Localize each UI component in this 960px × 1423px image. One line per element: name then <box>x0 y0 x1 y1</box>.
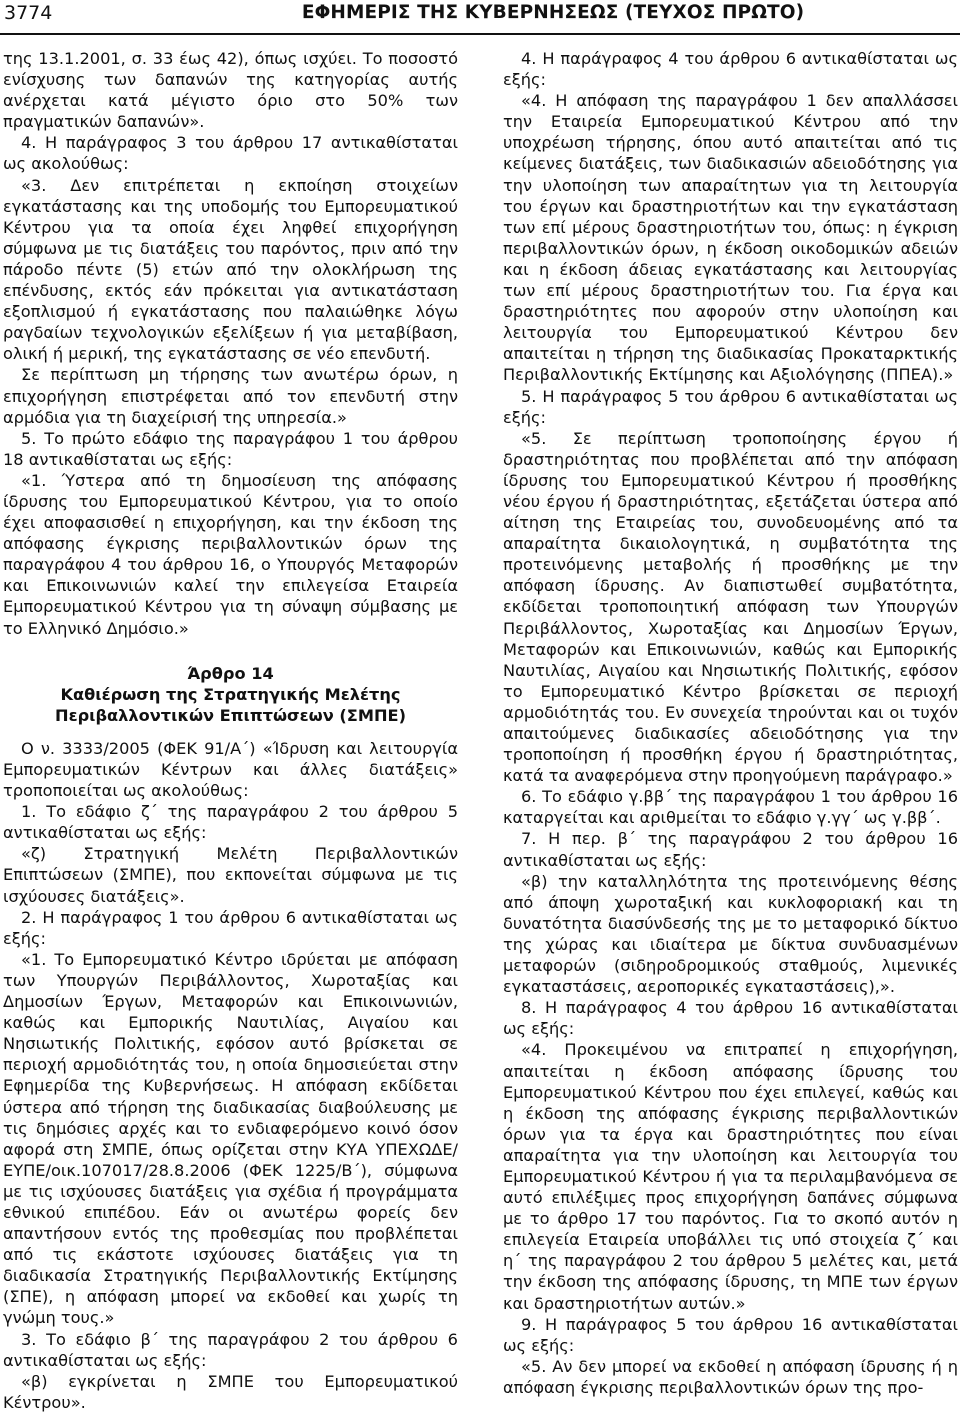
header-rule <box>0 33 960 35</box>
paragraph: «3. Δεν επιτρέπεται η εκποίηση στοιχείων εγκατάστασης και της υποδομής του Εμπορευματικού Κέντρου για τα οποία έχει ληφθεί επιχορήγηση σύμφωνα με τις διατάξεις του παρόντος, πριν από την πάροδο πέντε (5) ετών από την ολοκλήρωση της επένδυσης, εκτός εάν πρόκειται για αντικατάσταση εξοπλισμού ή εγκατάστασης που παλαιώθηκε λόγω ραγδαίων τεχνολογικών εξελίξεων ή για μεταβίβαση, ολική ή μερική, της εγκατάστασης σε νέο επενδυτή. <box>3 175 458 364</box>
paragraph: «1. Ύστερα από τη δημοσίευση της απόφασης ίδρυσης του Εμπορευματικού Κέντρου, για το οποίο έχει αποφασισθεί η επιχορήγηση, και την έκδοση της απόφασης έγκρισης περιβαλλοντικών όρων της παραγράφου 4 του άρθρου 16, ο Υπουργός Μεταφορών και Επικοινωνιών καλεί την επιλεγείσα Εταιρεία Εμπορευματικού Κέντρου για τη σύναψη σύμβασης με το Ελληνικό Δημόσιο.» <box>3 470 458 638</box>
left-column <box>3 48 458 1413</box>
paragraph: «5. Αν δεν μπορεί να εκδοθεί η απόφαση ίδρυσης ή η απόφαση έγκρισης περιβαλλοντικών όρων της προ- <box>503 1356 958 1397</box>
page-header <box>0 0 960 34</box>
paragraph: «1. Το Εμπορευματικό Κέντρο ιδρύεται με απόφαση των Υπουργών Περιβάλλοντος, Χωροταξίας και Δημοσίων Έργων, Μεταφορών και Επικοινωνιών, καθώς και Εμπορικής Ναυτιλίας, Αιγαίου και Νησιωτικής Πολιτικής, εφόσον αυτό βρίσκεται σε περιοχή αρμοδιότητάς του, η οποία δημοσιεύεται στην Εφημερίδα της Κυβερνήσεως. Η απόφαση εκδίδεται ύστερα από τήρηση της διαδικασίας διαβούλευσης με τις δημόσιες αρχές και το ενδιαφερόμενο κοινό όσον αφορά στη ΣΜΠΕ, όπως ορίζεται στην ΚΥΑ ΥΠΕΧΩΔΕ/ΕΥΠΕ/οικ.107017/28.8.2006 (ΦΕΚ 1225/Β΄), σύμφωνα με τις ισχύουσες διατάξεις για σχέδια ή προγράμματα εθνικού επιπέδου. Εάν οι ανωτέρω φορείς δεν απαντήσουν εντός της προθεσμίας που προβλέπεται από τις εκάστοτε ισχύουσες διατάξεις για τη διαδικασία Στρατηγικής Περιβαλλοντικής Εκτίμησης (ΣΠΕ), η απόφαση μπορεί να εκδοθεί και χωρίς τη γνώμη τους.» <box>3 949 458 1328</box>
paragraph: Σε περίπτωση μη τήρησης των ανωτέρω όρων, η επιχορήγηση επιστρέφεται από τον επενδυτή στην αρμόδια για τη διαχείρισή της υπηρεσία.» <box>3 365 458 427</box>
paragraph: «4. Προκειμένου να επιτραπεί η επιχορήγηση, απαιτείται η έκδοση απόφασης ίδρυσης του Εμπορευματικού Κέντρου που έχει επιλεγεί, καθώς και η έκδοση της απόφασης έγκρισης περιβαλλοντικών όρων για τα έργα και δραστηριότητες που είναι απαραίτητα για την υλοποίηση και λειτουργία του Εμπορευματικού Κέντρου ή για τα περιλαμβανόμενα σε αυτό επιλέξιμες προς επιχορήγηση δαπάνες σύμφωνα με το άρθρο 17 του παρόντος. Για το σκοπό αυτόν η επιλεγεία Εταιρεία υποβάλλει τις υπό στοιχεία ζ΄ και η΄ της παραγράφου 2 του άρθρου 5 μελέτες και, μετά την έκδοση της απόφασης ίδρυσης, τη ΜΠΕ των έργων και δραστηριοτήτων αυτών.» <box>503 1040 958 1313</box>
page-number: 3774 <box>4 2 53 24</box>
paragraph: 8. Η παράγραφος 4 του άρθρου 16 αντικαθίσταται ως εξής: <box>503 998 958 1039</box>
paragraph: 1. Το εδάφιο ζ΄ της παραγράφου 2 του άρθρου 5 αντικαθίσταται ως εξής: <box>3 802 458 843</box>
paragraph: 6. Το εδάφιο γ.ββ΄ της παραγράφου 1 του άρθρου 16 καταργείται και αριθμείται το εδάφιο γ.γγ΄ ως γ.ββ΄. <box>503 787 958 828</box>
paragraph: 2. Η παράγραφος 1 του άρθρου 6 αντικαθίσταται ως εξής: <box>3 907 458 948</box>
article-title-line-2: Περιβαλλοντικών Επιπτώσεων (ΣΜΠΕ) <box>55 705 406 725</box>
paragraph: Ο ν. 3333/2005 (ΦΕΚ 91/Α΄) «Ίδρυση και λειτουργία Εμπορευματικών Κέντρων και άλλες διατάξεις» τροποποιείται ως ακολούθως: <box>3 738 458 801</box>
paragraph: «ζ) Στρατηγική Μελέτη Περιβαλλοντικών Επιπτώσεων (ΣΜΠΕ), που εκπονείται σύμφωνα με τις ισχύουσες διατάξεις». <box>3 844 458 906</box>
paragraph: 9. Η παράγραφος 5 του άρθρου 16 αντικαθίσταται ως εξής: <box>503 1314 958 1355</box>
running-title: ΕΦΗΜΕΡΙΣ ΤΗΣ ΚΥΒΕΡΝΗΣΕΩΣ (ΤΕΥΧΟΣ ΠΡΩΤΟ) <box>301 2 805 23</box>
paragraph: 4. Η παράγραφος 3 του άρθρου 17 αντικαθίσταται ως ακολούθως: <box>3 133 458 174</box>
right-column <box>503 48 958 1398</box>
paragraph: 3. Το εδάφιο β΄ της παραγράφου 2 του άρθρου 6 αντικαθίσταται ως εξής: <box>3 1329 458 1370</box>
article-title-line-1: Καθιέρωση της Στρατηγικής Μελέτης <box>60 684 401 704</box>
paragraph: «β) την καταλληλότητα της προτεινόμενης θέσης από άποψη χωροταξική και κυκλοφοριακή και τη δυνατότητα διασύνδεσής της με το μεταφορικό δίκτυο της χώρας και ιδιαίτερα με δίκτυα συνδυασμένων μεταφορών (σιδηροδρομικούς σταθμούς, λιμενικές εγκαταστάσεις, αεροπορικές εγκαταστάσεις),». <box>503 871 958 997</box>
paragraph: 7. Η περ. β΄ της παραγράφου 2 του άρθρου 16 αντικαθίσταται ως εξής: <box>503 829 958 870</box>
article-number: Άρθρο 14 <box>187 663 274 683</box>
paragraph: «5. Σε περίπτωση τροποποίησης έργου ή δραστηριότητας που προβλέπεται από την απόφαση ίδρυσης του Εμπορευματικού Κέντρου ή προσθήκης νέου έργου ή δραστηριότητας, εξετάζεται ύστερα από αίτηση της Εταιρείας του, συνοδευομένης από τα απαραίτητα δικαιολογητικά, η συμβατότητα της προτεινόμενης μεταβολής ή προσθήκης με την απόφαση ίδρυσης. Αν διαπιστωθεί συμβατότητα, εκδίδεται τροποποιητική απόφαση των Υπουργών Περιβάλλοντος, Χωροταξίας και Δημοσίων Έργων, Μεταφορών και Επικοινωνιών, καθώς και Εμπορικής Ναυτιλίας, Αιγαίου και Νησιωτικής Πολιτικής, εφόσον το Εμπορευματικό Κέντρο βρίσκεται σε περιοχή αρμοδιότητάς του. Εν συνεχεία τηρούνται και οι τυχόν απαιτούμενες διαδικασίες αδειοδότησης για την τροποποίηση ή προσθήκη έργου ή δραστηριότητας, κατά τα αναφερόμενα στην προηγούμενη παράγραφο.» <box>503 428 958 786</box>
paragraph: «4. Η απόφαση της παραγράφου 1 δεν απαλλάσσει την Εταιρεία Εμπορευματικού Κέντρου από την υποχρέωση τήρησης, όπου αυτό απαιτείται από τις κείμενες διατάξεις, των διαδικασιών αδειοδότησης για την υλοποίηση των απαραίτητων για τη λειτουργία του έργων και δραστηριοτήτων και την εγκατάσταση των επί μέρους δραστηριοτήτων του, όπως: η έγκριση περιβαλλοντικών όρων, η έκδοση οικοδομικών αδειών και η έκδοση άδειας εγκατάστασης και λειτουργίας των επί μέρους δραστηριοτήτων του. Για έργα και δραστηριότητες που αφορούν στην υλοποίηση και λειτουργία του Εμπορευματικού Κέντρου δεν απαιτείται η τήρηση της διαδικασίας Προκαταρκτικής Περιβαλλοντικής Εκτίμησης και Αξιολόγησης (ΠΠΕΑ).» <box>503 91 958 385</box>
paragraph: 4. Η παράγραφος 4 του άρθρου 6 αντικαθίσταται ως εξής: <box>503 49 958 90</box>
paragraph: 5. Το πρώτο εδάφιο της παραγράφου 1 του άρθρου 18 αντικαθίσταται ως εξής: <box>3 428 458 469</box>
paragraph: της 13.1.2001, σ. 33 έως 42), όπως ισχύει. Το ποσοστό ενίσχυσης των δαπανών της κατηγορίας αυτής ανέρχεται κατά μέγιστο όριο στο 50% των πραγματικών δαπανών». <box>3 49 458 132</box>
paragraph: «β) εγκρίνεται η ΣΜΠΕ του Εμπορευματικού Κέντρου». <box>3 1371 458 1412</box>
paragraph: 5. Η παράγραφος 5 του άρθρου 6 αντικαθίσταται ως εξής: <box>503 386 958 427</box>
